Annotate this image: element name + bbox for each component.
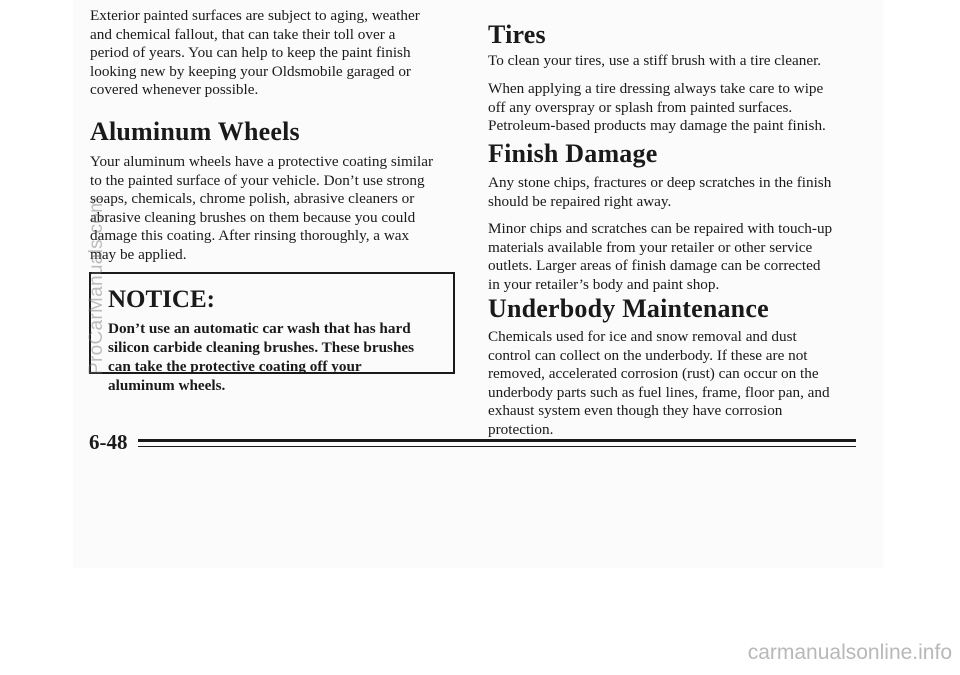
finish-damage-paragraph-2: Minor chips and scratches can be repaired with touch-up materials available from your retailer or other service outlets. Larger areas of finish damage can be corrected in your retailer’s body and paint shop. <box>488 220 833 293</box>
footer-rule-thin <box>138 446 856 447</box>
finish-damage-paragraph-1: Any stone chips, fractures or deep scratches in the finish should be repaired right away. <box>488 174 832 210</box>
vertical-watermark: ProCarManuals.com <box>86 196 107 375</box>
notice-title: NOTICE: <box>108 286 215 313</box>
underbody-maintenance-heading: Underbody Maintenance <box>488 294 769 323</box>
aluminum-wheels-paragraph: Your aluminum wheels have a protective coating similar to the painted surface of your vehicle. Don’t use strong soaps, chemicals, chrome polish, abrasive cleaners or abrasive cleaning brushes on them because you could damage this coating. After rinsing thoroughly, a wax may be applied. <box>90 153 434 263</box>
tires-heading: Tires <box>488 20 546 49</box>
finish-damage-heading: Finish Damage <box>488 139 658 168</box>
bottom-watermark: carmanualsonline.info <box>747 641 952 664</box>
footer-rule-thick <box>138 439 856 442</box>
notice-body: Don’t use an automatic car wash that has hard silicon carbide cleaning brushes. These brushes can take the protective coating off your aluminum wheels. <box>108 320 415 394</box>
tires-paragraph-2: When applying a tire dressing always take care to wipe off any overspray or splash from painted surfaces. Petroleum-based products may damage the paint finish. <box>488 80 826 135</box>
aluminum-wheels-heading: Aluminum Wheels <box>90 117 300 146</box>
underbody-maintenance-paragraph: Chemicals used for ice and snow removal and dust control can collect on the underbody. If these are not removed, accelerated corrosion (rust) can occur on the underbody parts such as fuel lines, frame, floor pan, and exhaust system even though they have corrosion protection. <box>488 328 830 438</box>
tires-paragraph-1: To clean your tires, use a stiff brush with a tire cleaner. <box>488 52 822 69</box>
intro-paragraph: Exterior painted surfaces are subject to aging, weather and chemical fallout, that can take their toll over a period of years. You can help to keep the paint finish looking new by keeping your Oldsmobile garaged or covered whenever possible. <box>90 7 420 99</box>
notice-box <box>89 272 455 394</box>
page-number: 6-48 <box>89 430 134 454</box>
